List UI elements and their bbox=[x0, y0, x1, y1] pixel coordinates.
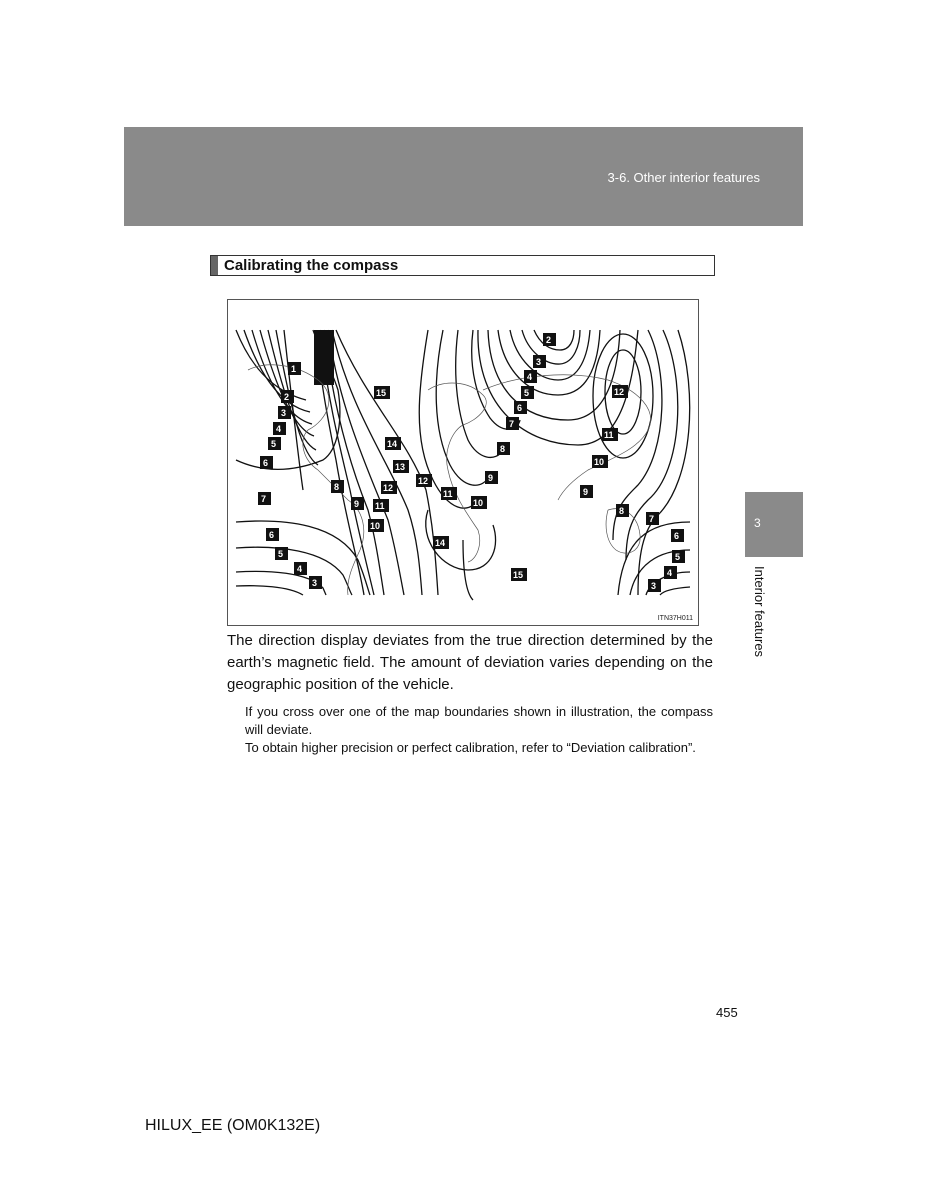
zone-label-4 bbox=[273, 422, 286, 435]
zone-label-11b bbox=[441, 487, 457, 500]
chapter-tab bbox=[745, 492, 803, 557]
zone-label-2 bbox=[281, 390, 294, 403]
zone-label-8c bbox=[616, 504, 629, 517]
svg-text:8: 8 bbox=[334, 482, 340, 492]
svg-text:11: 11 bbox=[375, 501, 385, 511]
zone-label-15b bbox=[511, 568, 527, 581]
compass-zone-map bbox=[227, 299, 699, 626]
zone-label-7 bbox=[258, 492, 271, 505]
zone-label-3 bbox=[278, 406, 291, 419]
svg-text:15: 15 bbox=[376, 388, 387, 398]
zone-label-8b bbox=[497, 442, 510, 455]
zone-label-9 bbox=[351, 497, 364, 510]
svg-text:10: 10 bbox=[594, 457, 605, 467]
svg-text:2: 2 bbox=[284, 392, 290, 402]
svg-text:6: 6 bbox=[263, 458, 269, 468]
svg-text:4: 4 bbox=[527, 372, 533, 382]
zone-label-9c bbox=[580, 485, 593, 498]
section-breadcrumb: 3-6. Other interior features bbox=[607, 170, 760, 185]
svg-text:5: 5 bbox=[278, 549, 284, 559]
zone-label-5c bbox=[521, 386, 534, 399]
svg-text:9: 9 bbox=[583, 487, 589, 497]
zone-label-11 bbox=[373, 499, 389, 512]
zone-label-8 bbox=[331, 480, 344, 493]
zone-label-12c bbox=[612, 385, 628, 398]
svg-text:7: 7 bbox=[261, 494, 267, 504]
svg-text:14: 14 bbox=[387, 439, 398, 449]
zone-label-13 bbox=[393, 460, 409, 473]
section-title: Calibrating the compass bbox=[224, 257, 399, 274]
zone-label-3b bbox=[309, 576, 322, 589]
svg-text:2: 2 bbox=[546, 335, 552, 345]
zone-label-12b bbox=[416, 474, 432, 487]
svg-text:15: 15 bbox=[513, 570, 524, 580]
svg-text:3: 3 bbox=[536, 357, 542, 367]
svg-text:12: 12 bbox=[614, 387, 625, 397]
svg-text:7: 7 bbox=[649, 514, 655, 524]
svg-text:10: 10 bbox=[473, 498, 484, 508]
svg-text:5: 5 bbox=[271, 439, 277, 449]
svg-text:10: 10 bbox=[370, 521, 381, 531]
svg-text:7: 7 bbox=[509, 419, 515, 429]
zone-label-14 bbox=[385, 437, 401, 450]
svg-text:8: 8 bbox=[619, 506, 625, 516]
zone-label-10b bbox=[471, 496, 487, 509]
zone-label-4b bbox=[294, 562, 307, 575]
svg-text:6: 6 bbox=[269, 530, 275, 540]
section-heading bbox=[210, 255, 715, 276]
zone-label-14b bbox=[433, 536, 449, 549]
svg-text:13: 13 bbox=[395, 462, 406, 472]
zone-label-6 bbox=[260, 456, 273, 469]
svg-text:12: 12 bbox=[418, 476, 429, 486]
svg-text:6: 6 bbox=[517, 403, 523, 413]
svg-text:12: 12 bbox=[383, 483, 394, 493]
body-paragraph: The direction display deviates from the true direction determined by the earth’s magnetic field. The amount of deviation varies depending on the geographic position of the vehicle. bbox=[227, 632, 713, 693]
zone-label-4d bbox=[664, 566, 677, 579]
zone-label-10 bbox=[368, 519, 384, 532]
zone-label-12 bbox=[381, 481, 397, 494]
svg-text:4: 4 bbox=[297, 564, 303, 574]
note-boundary-crossing: If you cross over one of the map boundaries shown in illustration, the compass will deviate. bbox=[245, 704, 713, 737]
svg-text:3: 3 bbox=[281, 408, 287, 418]
zone-label-5 bbox=[268, 437, 281, 450]
zone-label-5d bbox=[672, 550, 685, 563]
svg-text:5: 5 bbox=[675, 552, 681, 562]
zone-label-3d bbox=[648, 579, 661, 592]
zone-label-1 bbox=[288, 362, 301, 375]
svg-text:3: 3 bbox=[651, 581, 657, 591]
svg-text:4: 4 bbox=[276, 424, 282, 434]
zone-label-5b bbox=[275, 547, 288, 560]
svg-text:6: 6 bbox=[674, 531, 680, 541]
zone-label-7c bbox=[646, 512, 659, 525]
svg-text:9: 9 bbox=[354, 499, 360, 509]
svg-text:3: 3 bbox=[312, 578, 318, 588]
zone-label-3c bbox=[533, 355, 546, 368]
zone-label-4c bbox=[524, 370, 537, 383]
chapter-label: Interior features bbox=[752, 566, 767, 658]
svg-text:5: 5 bbox=[524, 388, 530, 398]
page-number: 455 bbox=[716, 1005, 738, 1020]
svg-text:4: 4 bbox=[667, 568, 673, 578]
section-heading-bar bbox=[211, 256, 218, 275]
chapter-number: 3 bbox=[754, 516, 761, 530]
world-map-illustration bbox=[228, 300, 698, 625]
zone-label-9b bbox=[485, 471, 498, 484]
note-deviation-calibration: To obtain higher precision or perfect calibration, refer to “Deviation calibration”. bbox=[245, 740, 696, 755]
zone-label-6b bbox=[266, 528, 279, 541]
footer-doc-code: HILUX_EE (OM0K132E) bbox=[145, 1117, 321, 1134]
zone-label-7b bbox=[506, 417, 519, 430]
zone-label-6c bbox=[514, 401, 527, 414]
svg-text:1: 1 bbox=[291, 364, 297, 374]
figure-code: ITN37H011 bbox=[657, 615, 693, 622]
zone-label-2b bbox=[543, 333, 556, 346]
svg-text:9: 9 bbox=[488, 473, 494, 483]
zone-label-10c bbox=[592, 455, 608, 468]
zone-label-11c bbox=[602, 428, 618, 441]
zone-label-6d bbox=[671, 529, 684, 542]
svg-text:11: 11 bbox=[604, 430, 614, 440]
header-band bbox=[124, 127, 803, 226]
zone-label-15 bbox=[374, 386, 390, 399]
svg-text:8: 8 bbox=[500, 444, 506, 454]
svg-text:14: 14 bbox=[435, 538, 446, 548]
svg-text:11: 11 bbox=[443, 489, 453, 499]
